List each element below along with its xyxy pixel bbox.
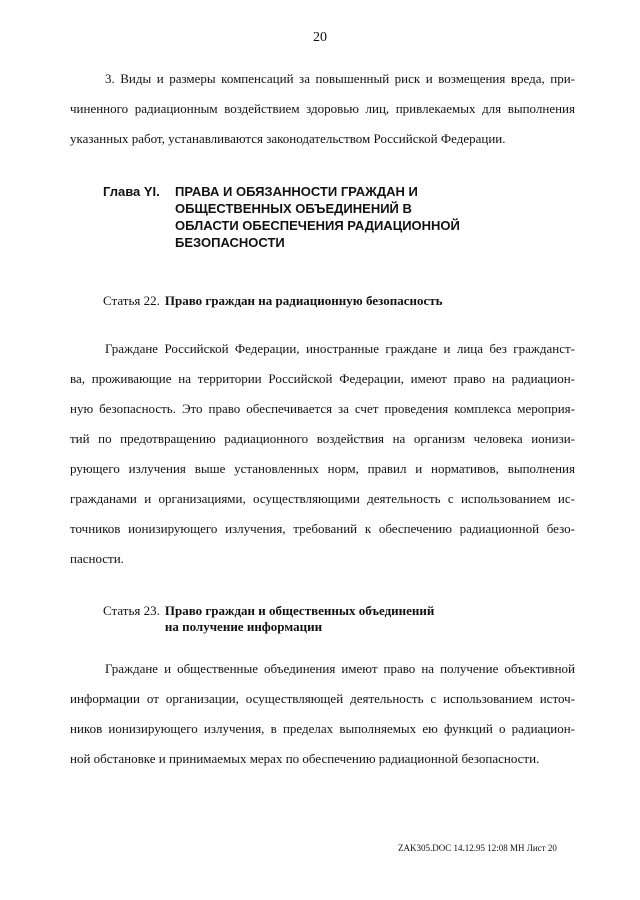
article-23-heading (103, 603, 434, 635)
text-line: указанных работ, устанавливаются законодательством Российской Федерации. (70, 131, 506, 146)
chapter-title-line: ОБЛАСТИ ОБЕСПЕЧЕНИЯ РАДИАЦИОННОЙ (175, 218, 460, 233)
text-line: Граждане и общественные объединения имеют право на получение объективной (105, 661, 575, 676)
text-line: пасности. (70, 551, 124, 566)
article-title-line: Право граждан и общественных объединений (164, 603, 435, 618)
chapter-title-line: ОБЩЕСТВЕННЫХ ОБЪЕДИНЕНИЙ В (175, 201, 412, 216)
text-line: ва, проживающие на территории Российской Федерации, имеют право на радиацион- (70, 371, 575, 386)
chapter-title (175, 183, 460, 251)
article-title (165, 293, 443, 309)
article-22-heading (103, 293, 442, 309)
article-title (165, 603, 435, 635)
article-title-line: Право граждан на радиационную безопасность (164, 293, 443, 308)
document-footer: ZAK305.DOC 14.12.95 12:08 МН Лист 20 (398, 843, 557, 853)
text-line: ников ионизирующего излучения, в пределах выполняемых ею функций о радиацион- (70, 721, 575, 736)
article-23-text (70, 654, 575, 774)
text-line: точников ионизирующего излучения, требований к обеспечению радиационной безо- (70, 521, 575, 536)
chapter-title-line: ПРАВА И ОБЯЗАННОСТИ ГРАЖДАН И (175, 184, 418, 199)
text-line: Граждане Российской Федерации, иностранные граждане и лица без гражданст- (105, 341, 575, 356)
chapter-label: Глава YI. (103, 184, 160, 199)
text-line: 3. Виды и размеры компенсаций за повышенный риск и возмещения вреда, при- (105, 71, 575, 86)
page-number: 20 (313, 30, 327, 45)
chapter-heading (103, 183, 460, 251)
text-line: гражданами и организациями, осуществляющими деятельность с использованием ис- (70, 491, 575, 506)
paragraph-3 (70, 64, 575, 154)
article-22-text (70, 334, 575, 574)
article-title-line: на получение информации (164, 619, 323, 634)
article-label: Статья 22. (103, 293, 160, 308)
text-line: рующего излучения выше установленных норм, правил и нормативов, выполнения (70, 461, 575, 476)
text-line: информации от организации, осуществляющей деятельность с использованием источ- (70, 691, 575, 706)
text-line: чиненного радиационным воздействием здоровью лиц, привлекаемых для выполнения (70, 101, 575, 116)
text-line: ную безопасность. Это право обеспечивается за счет проведения комплекса мероприя- (70, 401, 575, 416)
text-line: ной обстановке и принимаемых мерах по обеспечению радиационной безопасности. (70, 751, 540, 766)
chapter-title-line: БЕЗОПАСНОСТИ (175, 235, 285, 250)
text-line: тий по предотвращению радиационного воздействия на организм человека ионизи- (70, 431, 575, 446)
article-label: Статья 23. (103, 603, 160, 618)
